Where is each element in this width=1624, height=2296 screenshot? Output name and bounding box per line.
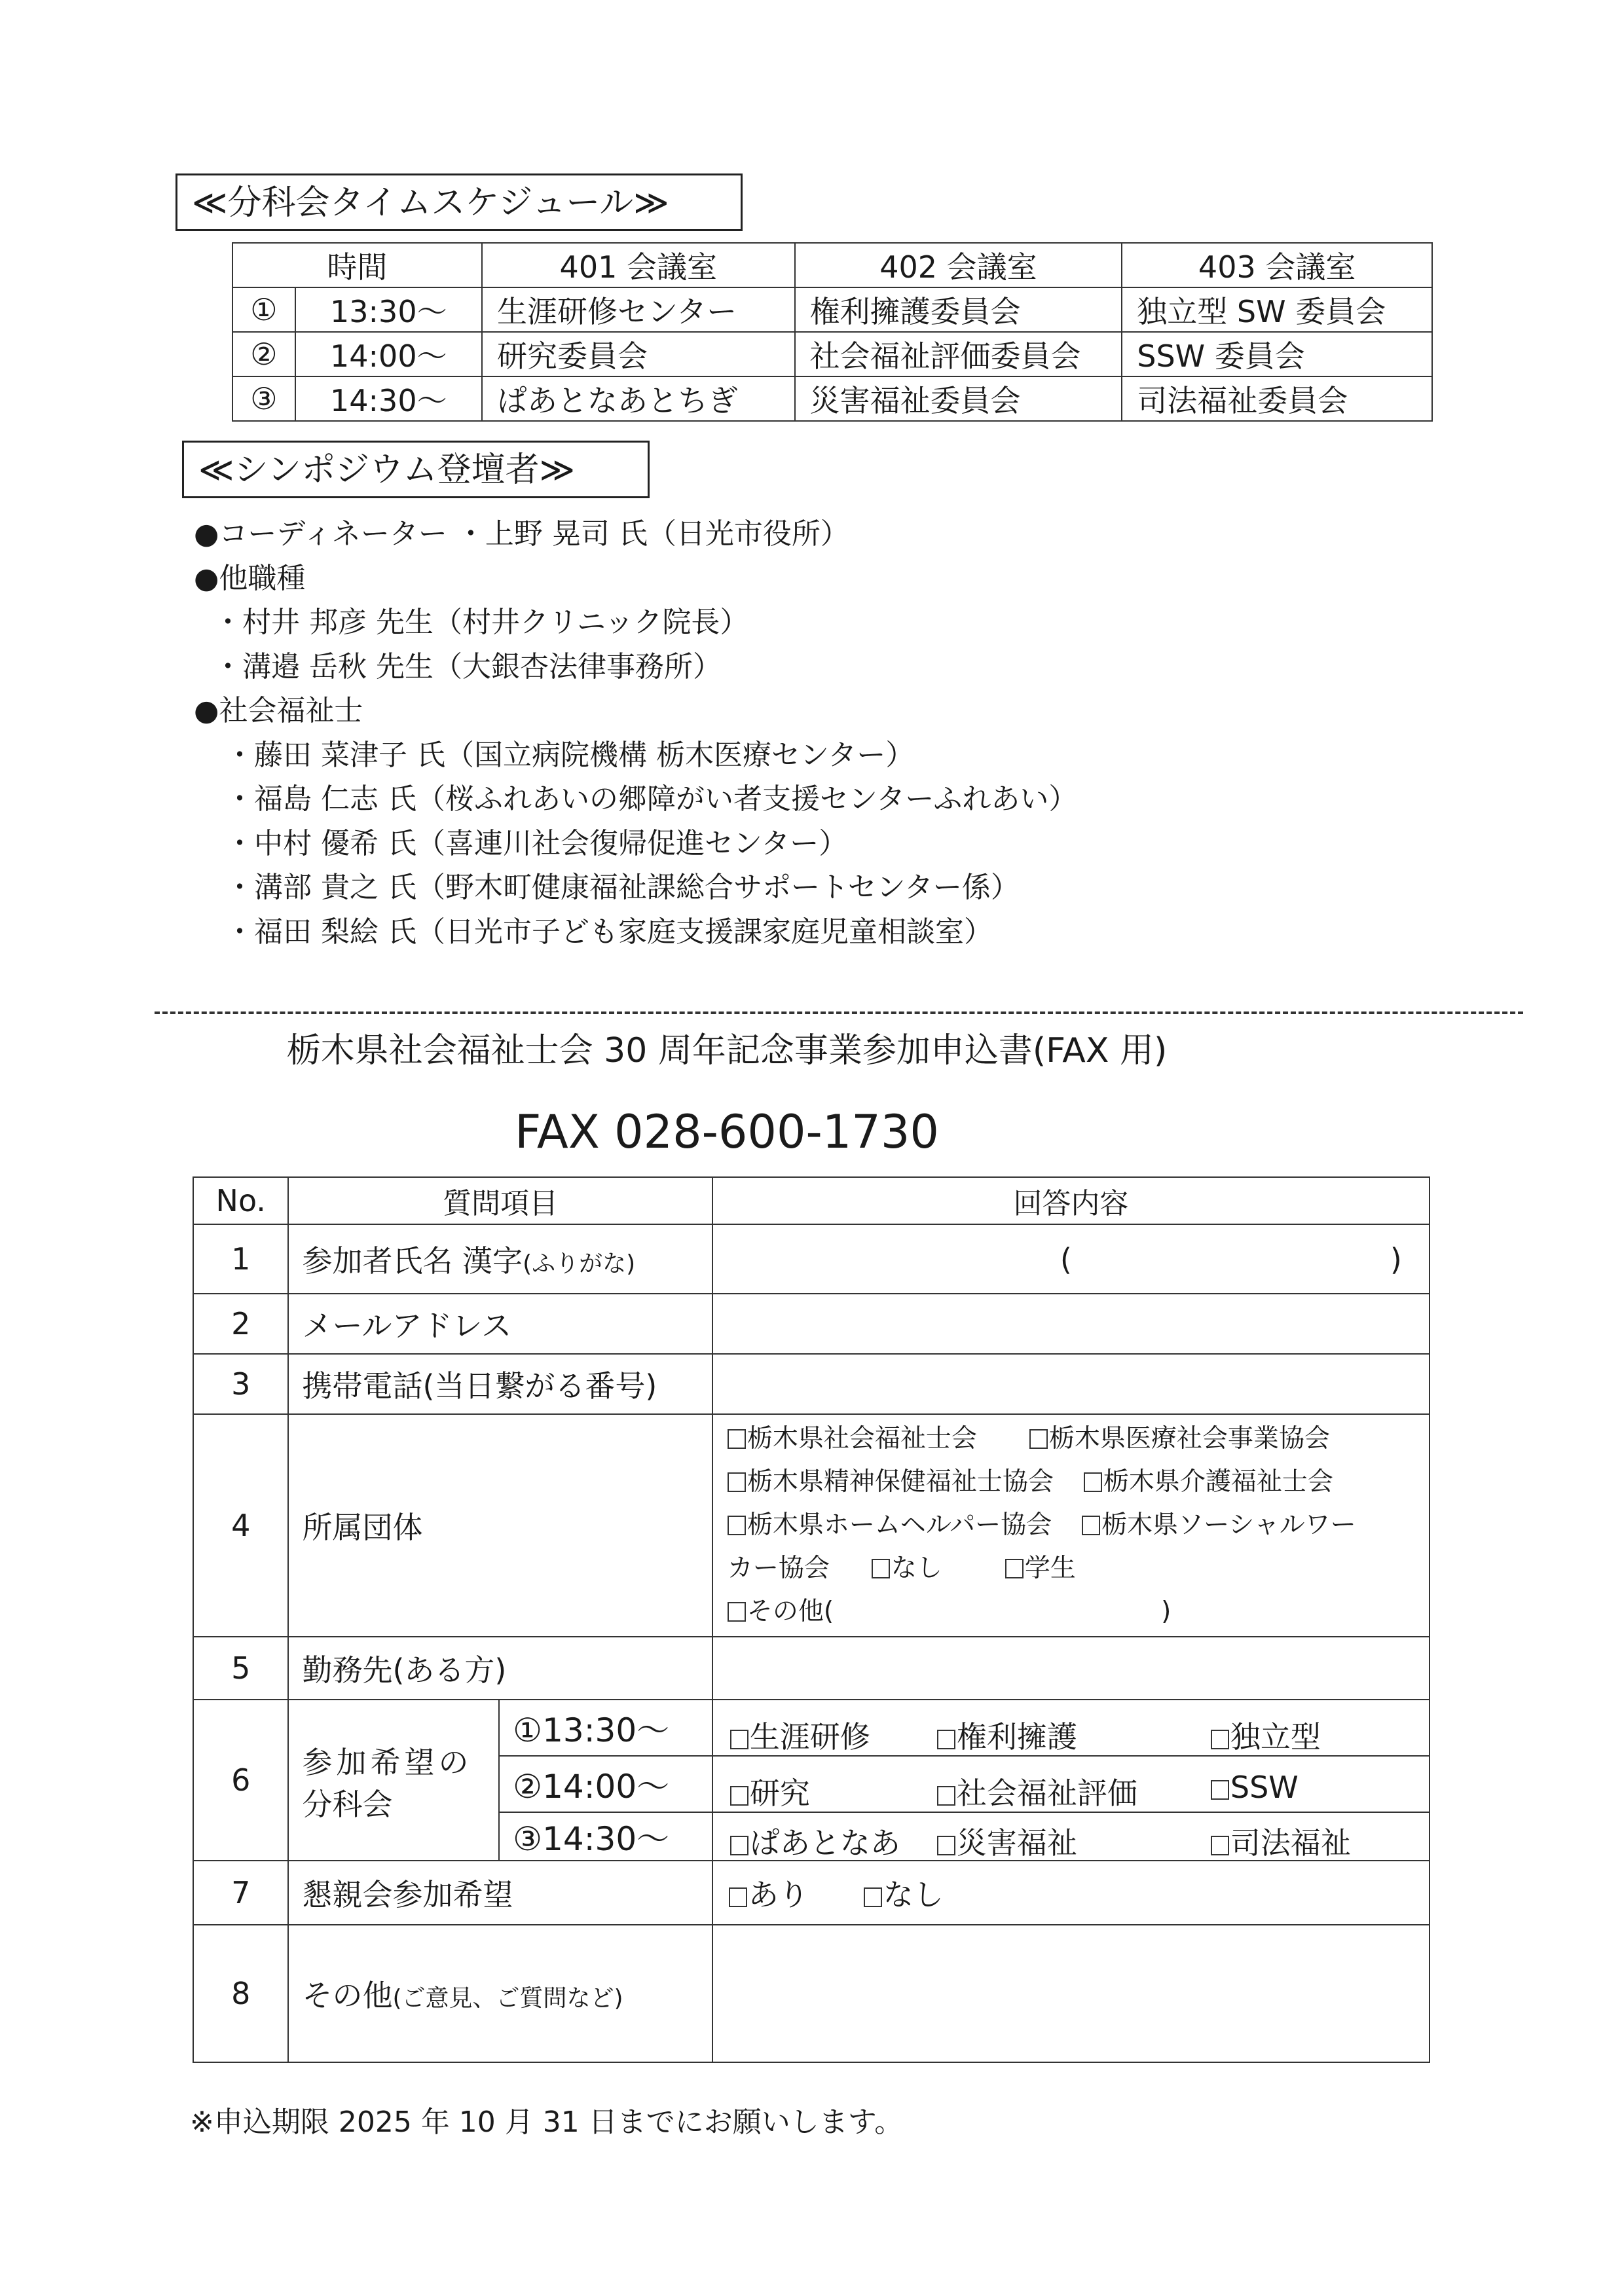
speaker-line: ・福島 仁志 氏（桜ふれあいの郷障がい者支援センターふれあい） bbox=[225, 782, 1078, 816]
schedule-header-403: 403 会議室 bbox=[1122, 243, 1432, 287]
other-answer-field[interactable] bbox=[712, 1925, 1430, 2062]
checkbox[interactable] bbox=[1084, 1472, 1102, 1492]
symposium-speaker-list bbox=[194, 512, 1077, 954]
affiliation-option-line bbox=[728, 1461, 1429, 1504]
schedule-cell-402: 権利擁護委員会 bbox=[795, 287, 1122, 332]
furigana-paren-open: ( bbox=[1060, 1242, 1072, 1277]
form-row-number: 8 bbox=[193, 1925, 288, 2062]
session-option bbox=[937, 1770, 1137, 1813]
form-row-number: 4 bbox=[193, 1414, 288, 1637]
form-header-no: No. bbox=[193, 1177, 288, 1224]
reception-options bbox=[712, 1861, 1430, 1925]
session-options bbox=[712, 1812, 1430, 1861]
deadline-note: ※申込期限 2025 年 10 月 31 日までにお願いします。 bbox=[190, 2105, 904, 2139]
checkbox[interactable] bbox=[728, 1516, 746, 1535]
form-question-workplace: 勤務先(ある方) bbox=[288, 1637, 712, 1700]
form-title: 栃木県社会福祉士会 30 周年記念事業参加申込書(FAX 用) bbox=[286, 1031, 1168, 1070]
affiliation-option: 栃木県精神保健福祉士協会 bbox=[747, 1467, 1054, 1497]
schedule-cell-401: ぱあとなあとちぎ bbox=[482, 376, 795, 421]
session-option-label: 権利擁護 bbox=[956, 1719, 1077, 1755]
form-row-phone bbox=[193, 1354, 1430, 1414]
schedule-title bbox=[175, 173, 743, 231]
checkbox[interactable] bbox=[729, 1887, 747, 1907]
session-option-label: 生涯研修 bbox=[749, 1719, 870, 1755]
checkbox[interactable] bbox=[1029, 1429, 1048, 1449]
schedule-cell-403: 司法福祉委員会 bbox=[1122, 376, 1432, 421]
checkbox[interactable] bbox=[937, 1730, 955, 1749]
checkbox[interactable] bbox=[1211, 1836, 1229, 1855]
session-option-label: 災害福祉 bbox=[956, 1825, 1077, 1861]
form-row-session bbox=[193, 1700, 1430, 1756]
schedule-cell-403: SSW 委員会 bbox=[1122, 332, 1432, 376]
form-question-phone: 携帯電話(当日繋がる番号) bbox=[288, 1354, 712, 1414]
furigana-paren-close: ) bbox=[1390, 1242, 1402, 1277]
other-sub-label: (ご意見、ご質問など) bbox=[392, 1985, 623, 2012]
name-answer-field[interactable] bbox=[712, 1224, 1430, 1294]
affiliation-option-line bbox=[728, 1590, 1429, 1633]
reception-option-no: なし bbox=[883, 1877, 944, 1912]
cut-line-divider bbox=[155, 1011, 1523, 1014]
affiliation-option: なし bbox=[891, 1554, 942, 1583]
session-option-label: 独立型 bbox=[1230, 1719, 1321, 1755]
form-row-workplace bbox=[193, 1637, 1430, 1700]
session-option-label: 司法福祉 bbox=[1230, 1825, 1351, 1861]
affiliation-option: 栃木県医療社会事業協会 bbox=[1048, 1424, 1330, 1453]
schedule-cell-401: 生涯研修センター bbox=[482, 287, 795, 332]
schedule-row bbox=[232, 332, 1432, 376]
affiliation-option: 栃木県介護福祉士会 bbox=[1103, 1467, 1333, 1497]
schedule-cell-402: 社会福祉評価委員会 bbox=[795, 332, 1122, 376]
checkbox[interactable] bbox=[1005, 1559, 1024, 1578]
fax-number: FAX 028-600-1730 bbox=[515, 1105, 939, 1159]
session-label-line2: 分科会 bbox=[302, 1787, 393, 1822]
form-row-affiliation bbox=[193, 1414, 1430, 1637]
application-form-table bbox=[193, 1176, 1430, 2063]
schedule-header-row bbox=[232, 243, 1432, 287]
speaker-line-coordinator: ●コーディネーター ・上野 晃司 氏（日光市役所） bbox=[194, 517, 849, 551]
checkbox[interactable] bbox=[1211, 1780, 1229, 1800]
other-label: その他 bbox=[302, 1978, 393, 2013]
checkbox[interactable] bbox=[937, 1786, 955, 1806]
schedule-header-401: 401 会議室 bbox=[482, 243, 795, 287]
session-option-label: SSW bbox=[1230, 1770, 1299, 1805]
form-header-row bbox=[193, 1177, 1430, 1224]
checkbox[interactable] bbox=[728, 1472, 746, 1492]
affiliation-option-line bbox=[728, 1504, 1429, 1547]
form-row-name bbox=[193, 1224, 1430, 1294]
schedule-cell-403: 独立型 SW 委員会 bbox=[1122, 287, 1432, 332]
session-options bbox=[712, 1700, 1430, 1756]
symposium-title-text: ≪シンポジウム登壇者≫ bbox=[198, 450, 576, 490]
form-row-number: 3 bbox=[193, 1354, 288, 1414]
checkbox[interactable] bbox=[728, 1602, 746, 1622]
session-option bbox=[730, 1713, 870, 1757]
affiliation-option-other: その他( bbox=[747, 1597, 834, 1626]
speaker-line: ・溝邉 岳秋 先生（大銀杏法律事務所） bbox=[213, 649, 722, 683]
schedule-cell-401: 研究委員会 bbox=[482, 332, 795, 376]
form-question-affiliation: 所属団体 bbox=[288, 1414, 712, 1637]
session-time: ①13:30～ bbox=[499, 1700, 712, 1756]
affiliation-option-line bbox=[728, 1547, 1429, 1590]
name-furigana-label: (ふりがな) bbox=[523, 1250, 636, 1277]
session-time: ③14:30～ bbox=[499, 1812, 712, 1861]
form-row-number: 5 bbox=[193, 1637, 288, 1700]
form-row-number: 6 bbox=[193, 1700, 288, 1861]
checkbox[interactable] bbox=[730, 1730, 748, 1749]
session-option bbox=[730, 1819, 900, 1863]
form-question-email: メールアドレス bbox=[288, 1294, 712, 1354]
schedule-row-time: 14:00～ bbox=[295, 332, 482, 376]
affiliation-option: 栃木県ソーシャルワー bbox=[1101, 1510, 1356, 1540]
form-question-reception: 懇親会参加希望 bbox=[288, 1861, 712, 1925]
speaker-line: ・村井 邦彦 先生（村井クリニック院長） bbox=[213, 606, 749, 639]
session-option bbox=[730, 1770, 810, 1813]
form-row-number: 7 bbox=[193, 1861, 288, 1925]
session-label-line1: 参加希望の bbox=[302, 1745, 473, 1780]
affiliation-option: 学生 bbox=[1024, 1554, 1076, 1583]
checkbox[interactable] bbox=[937, 1836, 955, 1855]
speaker-line: ・溝部 貴之 氏（野木町健康福祉課総合サポートセンター係） bbox=[225, 871, 1020, 904]
checkbox[interactable] bbox=[872, 1559, 890, 1578]
form-row-number: 2 bbox=[193, 1294, 288, 1354]
schedule-row-time: 14:30～ bbox=[295, 376, 482, 421]
schedule-row bbox=[232, 287, 1432, 332]
checkbox[interactable] bbox=[1211, 1730, 1229, 1749]
form-question-other bbox=[288, 1925, 712, 2062]
session-option bbox=[1211, 1819, 1351, 1863]
reception-option-yes: あり bbox=[748, 1877, 809, 1912]
checkbox[interactable] bbox=[728, 1429, 746, 1449]
schedule-header-time: 時間 bbox=[232, 243, 482, 287]
form-row-reception bbox=[193, 1861, 1430, 1925]
session-option bbox=[937, 1713, 1077, 1757]
speaker-category-other: ●他職種 bbox=[194, 561, 306, 595]
schedule-row-no: ③ bbox=[232, 376, 295, 421]
form-question-name bbox=[288, 1224, 712, 1294]
schedule-table bbox=[232, 242, 1433, 422]
speaker-category-social-worker: ●社会福祉士 bbox=[194, 694, 363, 727]
speaker-line: ・中村 優希 氏（喜連川社会復帰促進センター） bbox=[225, 826, 848, 860]
session-option bbox=[937, 1819, 1077, 1863]
affiliation-option-continued: カー協会 bbox=[727, 1554, 830, 1583]
form-header-item: 質問項目 bbox=[288, 1177, 712, 1224]
schedule-row bbox=[232, 376, 1432, 421]
session-option bbox=[1211, 1770, 1299, 1805]
affiliation-other-close: ) bbox=[1161, 1597, 1172, 1626]
checkbox[interactable] bbox=[730, 1836, 748, 1855]
affiliation-options bbox=[712, 1414, 1430, 1637]
schedule-row-no: ② bbox=[232, 332, 295, 376]
name-label: 参加者氏名 漢字 bbox=[302, 1243, 523, 1279]
form-row-number: 1 bbox=[193, 1224, 288, 1294]
form-question-session bbox=[288, 1700, 499, 1861]
checkbox[interactable] bbox=[730, 1786, 748, 1806]
schedule-header-402: 402 会議室 bbox=[795, 243, 1122, 287]
session-option-label: 研究 bbox=[749, 1776, 810, 1811]
symposium-title bbox=[182, 441, 650, 498]
session-option-label: ぱあとなあ bbox=[749, 1825, 900, 1861]
session-option-label: 社会福祉評価 bbox=[956, 1776, 1137, 1811]
session-options bbox=[712, 1756, 1430, 1812]
speaker-line: ・福田 梨絵 氏（日光市子ども家庭支援課家庭児童相談室） bbox=[225, 915, 993, 949]
form-row-other bbox=[193, 1925, 1430, 2062]
affiliation-option: 栃木県社会福祉士会 bbox=[747, 1424, 977, 1453]
session-time: ②14:00～ bbox=[499, 1756, 712, 1812]
form-row-email bbox=[193, 1294, 1430, 1354]
schedule-cell-402: 災害福祉委員会 bbox=[795, 376, 1122, 421]
workplace-answer-field[interactable] bbox=[712, 1637, 1430, 1700]
phone-answer-field[interactable] bbox=[712, 1354, 1430, 1414]
schedule-row-time: 13:30～ bbox=[295, 287, 482, 332]
schedule-row-no: ① bbox=[232, 287, 295, 332]
session-option bbox=[1211, 1713, 1321, 1757]
speaker-line: ・藤田 菜津子 氏（国立病院機構 栃木医療センター） bbox=[225, 738, 915, 772]
affiliation-option: 栃木県ホームヘルパー協会 bbox=[747, 1510, 1052, 1540]
form-header-answer: 回答内容 bbox=[712, 1177, 1430, 1224]
schedule-title-text: ≪分科会タイムスケジュール≫ bbox=[192, 183, 669, 223]
checkbox[interactable] bbox=[864, 1887, 882, 1907]
affiliation-option-line bbox=[728, 1417, 1429, 1461]
checkbox[interactable] bbox=[1082, 1516, 1100, 1535]
email-answer-field[interactable] bbox=[712, 1294, 1430, 1354]
